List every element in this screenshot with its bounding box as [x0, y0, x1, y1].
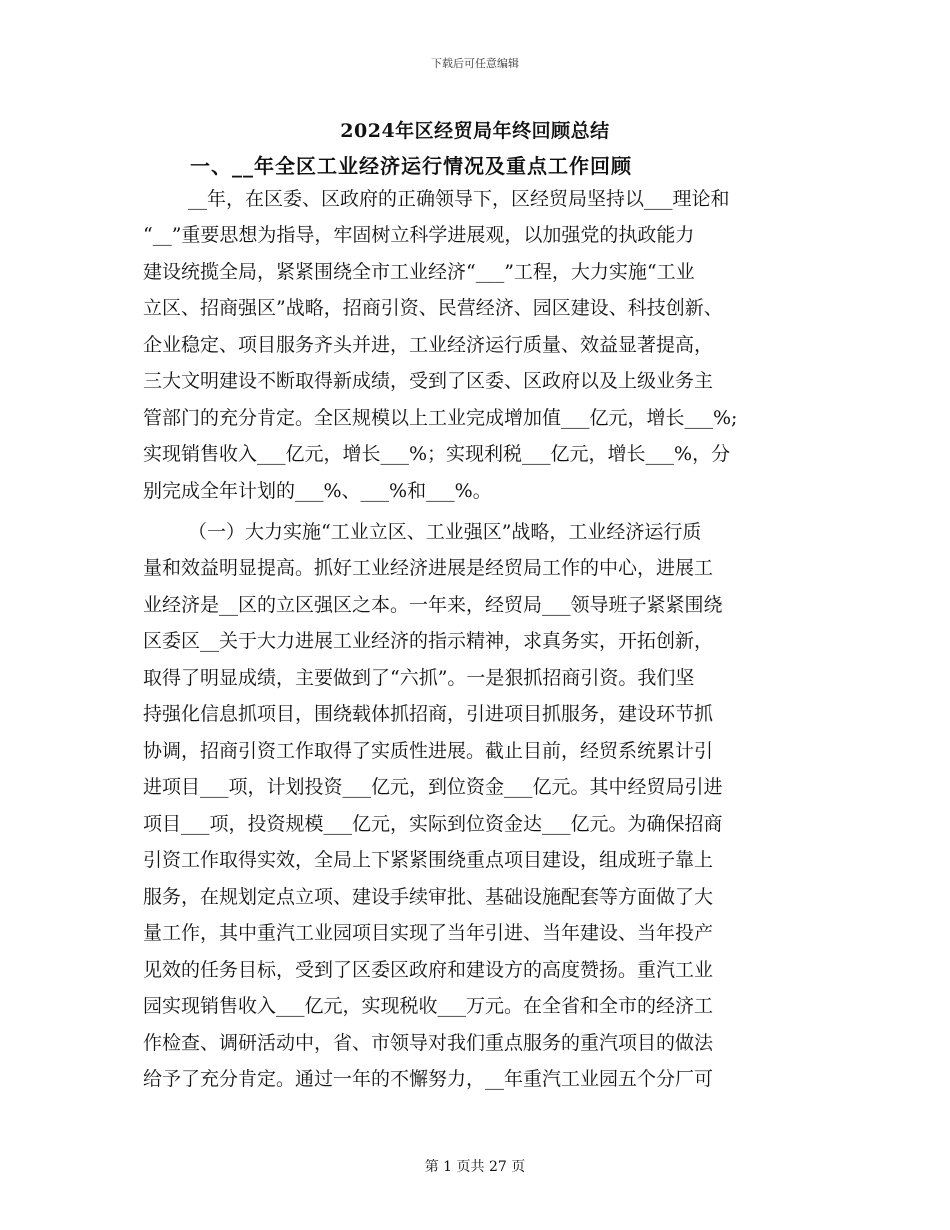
body-line: 见效的任务目标，受到了区委区政府和建设方的高度赞扬。重汽工业: [143, 959, 714, 981]
body-line: 持强化信息抓项目，围绕载体抓招商，引进项目抓服务，建设环节抓: [143, 703, 714, 725]
body-line: 引资工作取得实效，全局上下紧紧围绕重点项目建设，组成班子靠上: [143, 849, 714, 871]
body-line: 三大文明建设不断取得新成绩，受到了区委、区政府以及上级业务主: [143, 370, 714, 392]
body-line: 园实现销售收入___亿元，实现税收___万元。在全省和全市的经济工: [143, 995, 714, 1017]
body-line: 建设统揽全局，紧紧围绕全市工业经济“___”工程，大力实施“工业: [143, 261, 695, 283]
body-line: __年，在区委、区政府的正确领导下，区经贸局坚持以___理论和: [188, 188, 730, 210]
body-line: 进项目___项，计划投资___亿元，到位资金___亿元。其中经贸局引进: [143, 776, 723, 798]
header-note: 下载后可任意编辑: [431, 57, 519, 70]
body-line: （一）大力实施“工业立区、工业强区”战略，工业经济运行质: [188, 521, 702, 543]
body-line: 量和效益明显提高。抓好工业经济进展是经贸局工作的中心，进展工: [143, 557, 714, 579]
body-line: 作检查、调研活动中，省、市领导对我们重点服务的重汽项目的做法: [143, 1032, 714, 1054]
body-line: 区委区__关于大力进展工业经济的指示精神，求真务实，开拓创新，: [143, 630, 714, 652]
body-line: 协调，招商引资工作取得了实质性进展。截止目前，经贸系统累计引: [143, 740, 714, 762]
page-number: 第 1 页共 27 页: [424, 1159, 526, 1175]
body-line: 服务，在规划定点立项、建设手续审批、基础设施配套等方面做了大: [143, 886, 714, 908]
body-line: 给予了充分肯定。通过一年的不懈努力，__年重汽工业园五个分厂可: [143, 1068, 714, 1090]
body-line: 项目___项，投资规模___亿元，实际到位资金达___亿元。为确保招商: [143, 813, 723, 835]
body-line: 管部门的充分肯定。全区规模以上工业完成增加值___亿元，增长___%;: [143, 407, 738, 429]
document-title: 2024年区经贸局年终回顾总结: [340, 120, 610, 142]
body-line: 立区、招商强区”战略，招商引资、民营经济、园区建设、科技创新、: [143, 297, 723, 319]
body-line: 业经济是__区的立区强区之本。一年来，经贸局___领导班子紧紧围绕: [143, 594, 723, 616]
body-line: “__”重要思想为指导，牢固树立科学进展观，以加强党的执政能力: [143, 224, 695, 246]
body-line: 别完成全年计划的___%、___%和___%。: [143, 480, 492, 502]
section-heading: 一、__年全区工业经济运行情况及重点工作回顾: [190, 154, 632, 178]
body-line: 量工作，其中重汽工业园项目实现了当年引进、当年建设、当年投产: [143, 922, 714, 944]
body-line: 取得了明显成绩，主要做到了“六抓”。一是狠抓招商引资。我们坚: [143, 667, 695, 689]
body-line: 企业稳定、项目服务齐头并进，工业经济运行质量、效益显著提高，: [143, 334, 714, 356]
body-line: 实现销售收入___亿元，增长___%；实现利税___亿元，增长___%，分: [143, 443, 731, 465]
